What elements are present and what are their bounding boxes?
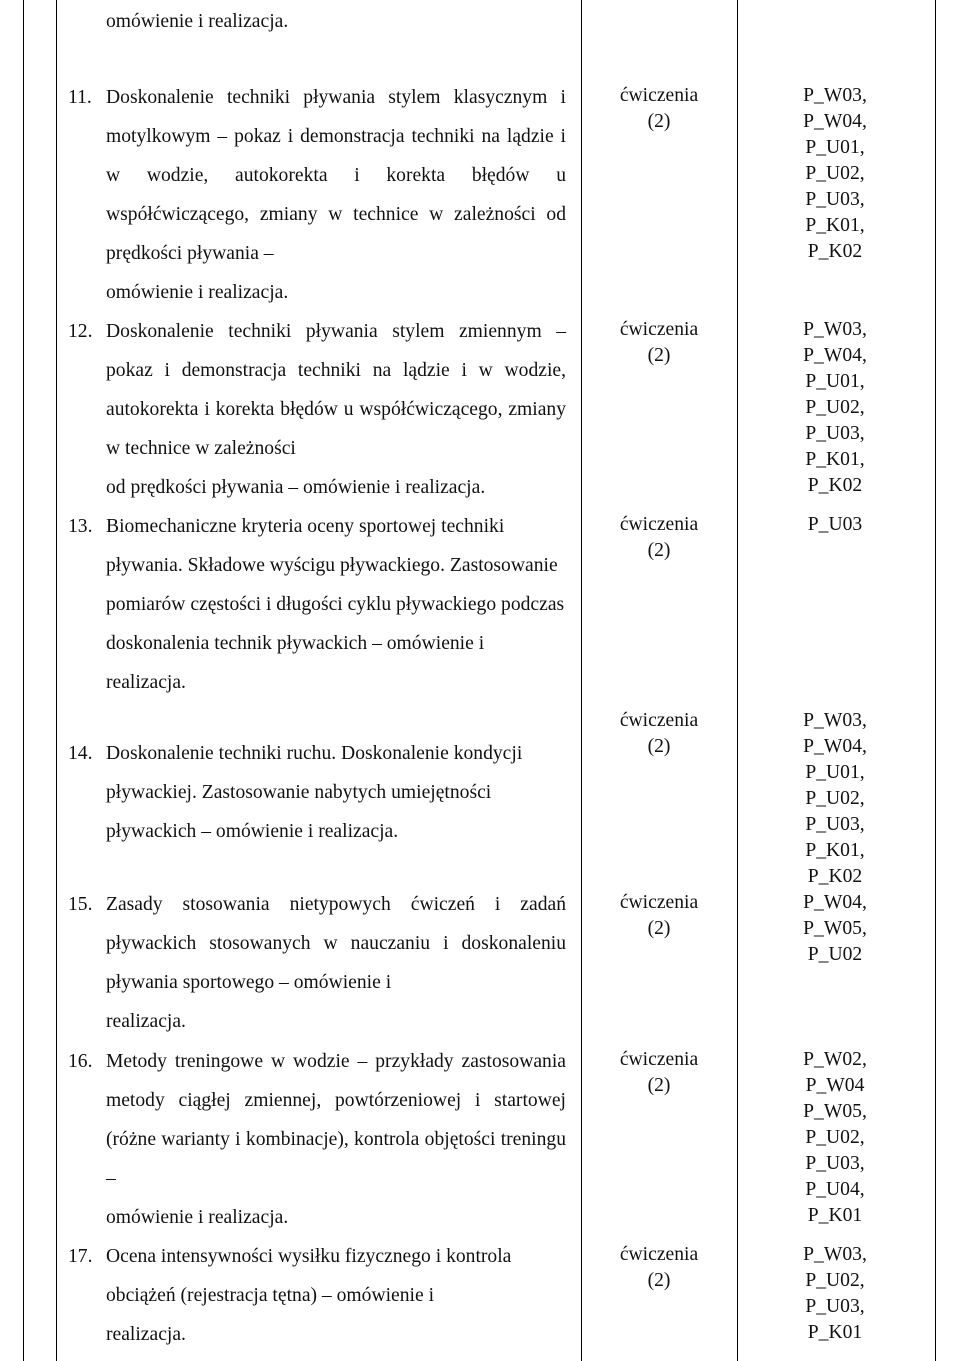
effect-code: P_U03, <box>805 189 865 210</box>
effect-code: P_U01, <box>805 762 865 783</box>
effect-code: P_W04 <box>805 1075 865 1096</box>
form-type: ćwiczenia <box>619 1244 699 1265</box>
topic-number: 17. <box>68 1246 93 1267</box>
effect-code: P_U03, <box>805 814 865 835</box>
form-cell <box>595 890 723 942</box>
effect-code: P_U02 <box>807 944 863 965</box>
topic-number: 11. <box>68 87 92 108</box>
effect-code: P_U03, <box>805 423 865 444</box>
effect-code: P_W05, <box>803 918 867 939</box>
effect-code: P_K02 <box>807 475 863 496</box>
learning-effects-cell <box>770 83 900 265</box>
form-type: ćwiczenia <box>619 1049 699 1070</box>
effect-code: P_K01, <box>805 215 865 236</box>
table-border-topic <box>581 0 582 1361</box>
effect-code: P_U03 <box>807 514 863 535</box>
topic-text: Doskonalenie techniki pływania stylem zmiennym – pokaz i demonstracja techniki na lądzie i w wodzie, autokorekta i korekta błędów u współćwiczącego, zmiany w technice w zależności <box>106 321 566 459</box>
table-border-form <box>737 0 738 1361</box>
form-hours: (2) <box>647 1270 671 1291</box>
form-cell <box>595 512 723 564</box>
form-hours: (2) <box>647 1075 671 1096</box>
effect-code: P_K01, <box>805 840 865 861</box>
learning-effects-cell <box>770 708 900 890</box>
topic-text-tail: realizacja. <box>106 1011 186 1032</box>
effect-code: P_U02, <box>805 1127 865 1148</box>
learning-effects-cell <box>770 1047 900 1229</box>
form-cell <box>595 708 723 760</box>
learning-effects-cell <box>770 890 900 968</box>
effect-code: P_W05, <box>803 1101 867 1122</box>
effect-code: P_U02, <box>805 788 865 809</box>
learning-effects-cell <box>770 1242 900 1346</box>
form-hours: (2) <box>647 540 671 561</box>
effect-code: P_U02, <box>805 163 865 184</box>
learning-effects-cell <box>770 512 900 538</box>
table-border-left <box>23 0 24 1361</box>
topic-text: Doskonalenie techniki ruchu. Doskonalenie kondycji pływackiej. Zastosowanie nabytych umiejętności pływackich – omówienie i realizacja. <box>106 743 523 842</box>
topic-text-tail: omówienie i realizacja. <box>106 1207 289 1228</box>
effect-code: P_W03, <box>803 710 867 731</box>
topic-text: Biomechaniczne kryteria oceny sportowej techniki pływania. Składowe wyścigu pływackiego. Zastosowanie pomiarów częstości i długości cyklu pływackiego podczas doskonalenia technik pływackich – omówienie i realizacja. <box>106 516 565 693</box>
form-hours: (2) <box>647 345 671 366</box>
topic-text: Metody treningowe w wodzie – przykłady zastosowania metody ciągłej zmiennej, powtórzeniowej i startowej (różne warianty i kombinacje), kontrola objętości treningu – <box>106 1051 566 1189</box>
learning-effects-cell <box>770 317 900 499</box>
effect-code: P_K01, <box>805 449 865 470</box>
effect-code: P_U02, <box>805 397 865 418</box>
effect-code: P_U01, <box>805 371 865 392</box>
effect-code: P_K01 <box>807 1205 863 1226</box>
effect-code: P_W03, <box>803 319 867 340</box>
effect-code: P_W03, <box>803 1244 867 1265</box>
effect-code: P_U01, <box>805 137 865 158</box>
table-border-lp <box>56 0 57 1361</box>
form-type: ćwiczenia <box>619 514 699 535</box>
topic-fragment-text: omówienie i realizacja. <box>106 11 289 32</box>
effect-code: P_W04, <box>803 345 867 366</box>
effect-code: P_U04, <box>805 1179 865 1200</box>
topic-number: 15. <box>68 894 93 915</box>
topic-text: Ocena intensywności wysiłku fizycznego i kontrola obciążeń (rejestracja tętna) – omówienie i <box>106 1246 512 1306</box>
topic-text-tail: od prędkości pływania – omówienie i realizacja. <box>106 477 486 498</box>
form-cell <box>595 83 723 135</box>
effect-code: P_U03, <box>805 1296 865 1317</box>
effect-code: P_U03, <box>805 1153 865 1174</box>
effect-code: P_W04, <box>803 892 867 913</box>
topic-number: 13. <box>68 516 93 537</box>
effect-code: P_K02 <box>807 866 863 887</box>
effect-code: P_W04, <box>803 111 867 132</box>
form-type: ćwiczenia <box>619 85 699 106</box>
form-hours: (2) <box>647 736 671 757</box>
table-border-right <box>935 0 936 1361</box>
topic-text: Zasady stosowania nietypowych ćwiczeń i zadań pływackich stosowanych w nauczaniu i doskonaleniu pływania sportowego – omówienie i <box>106 894 566 993</box>
form-type: ćwiczenia <box>619 892 699 913</box>
effect-code: P_W03, <box>803 85 867 106</box>
topic-number: 14. <box>68 743 93 764</box>
form-cell <box>595 1047 723 1099</box>
form-cell <box>595 1242 723 1294</box>
effect-code: P_U02, <box>805 1270 865 1291</box>
form-type: ćwiczenia <box>619 710 699 731</box>
form-cell <box>595 317 723 369</box>
effect-code: P_W04, <box>803 736 867 757</box>
form-hours: (2) <box>647 111 671 132</box>
effect-code: P_W02, <box>803 1049 867 1070</box>
effect-code: P_K02 <box>807 241 863 262</box>
topic-text-tail: realizacja. <box>106 1324 186 1345</box>
form-hours: (2) <box>647 918 671 939</box>
topic-number: 16. <box>68 1051 93 1072</box>
topic-text-tail: omówienie i realizacja. <box>106 282 289 303</box>
topic-text: Doskonalenie techniki pływania stylem klasycznym i motylkowym – pokaz i demonstracja techniki na lądzie i w wodzie, autokorekta i korekta błędów u współćwiczącego, zmiany w technice w zależności od prędkości pływania – <box>106 87 566 264</box>
topic-number: 12. <box>68 321 93 342</box>
effect-code: P_K01 <box>807 1322 863 1343</box>
form-type: ćwiczenia <box>619 319 699 340</box>
